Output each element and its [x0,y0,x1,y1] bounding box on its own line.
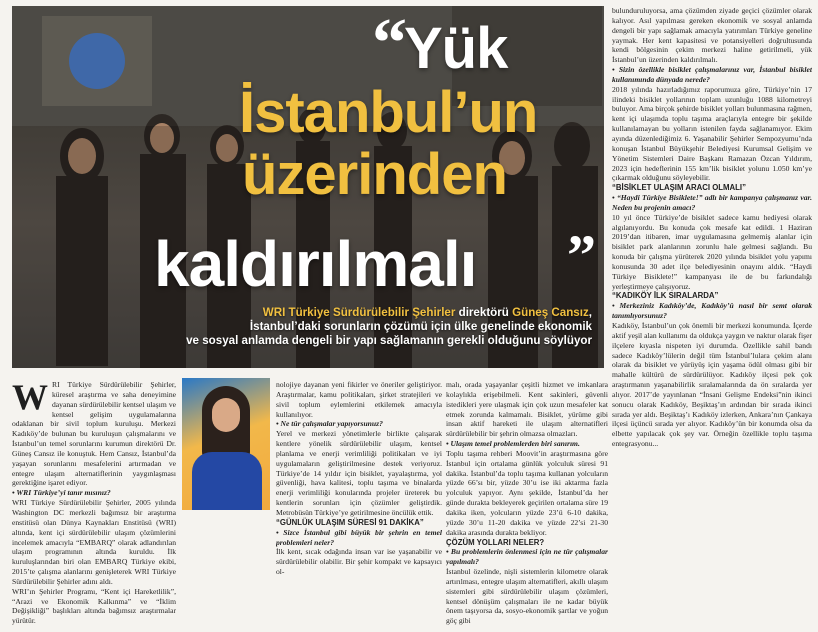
col4-paragraph-2: 2018 yılında hazırladığımız raporumuza göre, Türkiye’nin 17 ilindeki bisiklet yollarının toplam uzunluğu 1088 kilometreyi buluyor. Ama birçok şehirde bisiklet yolları bulunmasına rağmen, kent içi ulaşımda toplu taşıma araçlarıyla entegre bir şekilde kullanılamayan bu yolların istenilen fayda sağlanamıyor. Ekim ayında düzenlediğimiz 6. Yaşanabilir Şehirler Sempozyumu’nda konuşan İstanbul Büyükşehir Belediyesi Kurumsal Gelişim ve Yönetim Sistemleri Daire Başkanı Ramazan Özcan Yıldırım, 2023 için hedeflerinin 155 km’lik bisiklet yolunu 1.050 km’ye çıkarmak olduğunu söyleyebilir. [612,84,812,183]
headline-line-1: Yük [404,16,508,81]
hero-photo [12,6,604,368]
article-column-4 [612,6,812,630]
col4-paragraph-4: Kadıköy, İstanbul’un çok önemli bir merkezi konumunda. İçerde aktif yeşil alan kullanımı da oldukça yaygın ve naktur olarak fişer ilçelere kıyasla nispeten iyi durumda. Özellikle sahil bandı sadece Kadıköy’lülerin değil tüm İstanbul’lulara çekim alanı olarak da bisiklet ve yürüyüş için yaşama ödül olması gibi bir mahalle kültürü de sürdürülüyor. Kadıköy ilçesi pek çok araştırmanın yaşanabilirlik sıralamalarında da ön sıralarda yer alıyor. 2017’de yayınlanan “İnsani Gelişme Endeksi”nin ikinci sonucu olarak Kadıköy, Beşiktaş’ın ardından bir sırada ikinci sırada yer aldı. Beşiktaş’ı Kadıköy izlerken, Ankara’nın Çankaya ilçesi üçüncü sırada yer alıyor. Kadıköy’ün bir konumda olsa da elbette yapılacak çok şey var. Örneğin özellikle toplu taşıma entegrasyonu... [612,321,812,449]
close-quote-mark: ” [567,223,596,288]
question-1: • WRI Türkiye’yi tanır mısınız? [12,488,111,498]
drop-cap: W [12,380,48,417]
col4-paragraph-3: 10 yıl önce Türkiye’de bisiklet sadece kamu hediyesi olarak algılanıyordu. Bu konuda çok mesafe kat edildi. 1 Haziran 2019’dan itibaren, imar uygulamasına gelmemiş alanlar için bisiklet park alanlarının zorunlu hale gelmesi sağlandı. Bu konuda bir çalışma yürüterek 2020 yılında bisiklet yolu yapımı konusunda 30 adet ilçe belediyesinin onayını aldık. “Haydi Türkiye Bisiklete!” kampanyası ile de bu farkındalığı yerleştirmeye çalışıyoruz. [612,212,812,291]
subhead-line-3: ve sosyal anlamda dengeli bir yapı sağlamanın gerekli olduğunu söylüyor [186,334,592,347]
subhead-line-2: İstanbul’daki sorunların çözümü için ülke genelinde ekonomik [249,320,592,333]
col1-paragraph-2: WRI Türkiye Sürdürülebilir Şehirler, 2005 yılında Washington DC merkezli bağımsız bir araştırma enstitüsü olan Dünya Kaynakları Enstitüsü (WRI) altında, kent içi sürdürülebilir ulaşım çözümlerini incelemek amacıyla “EMBARQ” olarak adlandırılan ulaşım programının altında kuruldu. İlk kuruluşlarından biri olan EMBARQ Türkiye ekibi, 2015’te çalışma alanlarını genişleterek WRI Türkiye Sürdürülebilir Şehirler adını aldı. [12,498,176,586]
org-name: WRI Türkiye Sürdürülebilir Şehirler [262,306,456,319]
subhead-text: direktörü [455,306,513,319]
col4-paragraph-1: bulunduruluyorsa, ama çözümden ziyade geçici çözümler olarak kalıyor. Asıl yapılması gereken ekonomik ve sosyal anlamda dengeli bir yapı sağlamak amacıyla yatırımları Türkiye geneline yaymak. Her kent kapasitesi ve potansiyelleri doğrultusunda kendi bölgesinin çekim merkezi haline getirilmeli, yük İstanbul’un üzerinden kaldırılmalı. [612,6,812,65]
col3-paragraph-2: Toplu taşıma rehberi Moovit’in araştırmasına göre İstanbul için ortalama günlük yolculuk süresi 91 dakika. İstanbul’da toplu taşıma kullanan yolcuların yüzde 66’sı bir, yüzde 30’u ise iki aktarma fazla yolculuk yapıyor. Aynı şekilde, İstanbul’da her günde durakta bekleyerek geçirilen ortalama süre 19 dakika iken, yolcuların yüzde 23’ü 6-10 dakika, yüzde 30’u 11-20 dakika ve yüzde 22’si 21-30 dakika arasında durakta bekliyor. [446,448,608,537]
question-4: • Ulaşım temel problemlerden biri sanırım. [446,439,580,449]
question-5: • Bu problemlerin önlenmesi için ne tür çalışmalar yapılmalı? [446,547,608,567]
headline-line-3: üzerinden [242,142,507,207]
section-heading-commute: “GÜNLÜK ULAŞIM SÜRESİ 91 DAKİKA” [276,517,424,527]
subheadline [162,306,592,348]
subhead-comma: , [588,306,592,319]
question-7: • “Haydi Türkiye Bisiklete!” adlı bir kampanya çalışmanız var. Neden bu projenin amacı? [612,193,812,212]
article-column-3 [446,380,608,630]
col2-paragraph-3: İlk kent, sıcak odağında insan var ise yaşanabilir ve sürdürülebilir olabilir. Bir şehir kompakt ve kapsayıcı ol- [276,547,442,577]
question-8: • Merkeziniz Kadıköy’de, Kadıköy’ü nasıl bir semt olarak tanımlıyorsunuz? [612,301,812,321]
col2-paragraph-2: Yerel ve merkezi yönetimlerle birlikte çalışarak kentlere yönelik sürdürülebilir ulaşım, kentsel planlama ve enerji verimliliği politikaları ve iyi uygulamaların geliştirilmesine destek veriyoruz. Türkiye’de 14 yıldır için bisiklet, yayalaştırma, yol güvenliği, hava kalitesi, toplu taşıma ve binalarda enerji verimliliği konularında projeler üreterek bu kentlerin sorunları için çözümler geliştirdik. Metrobüsün Türkiye’ye getirilmesine öncülük ettik. [276,429,442,517]
article-column-1 [12,380,176,630]
col3-paragraph-1: malı, orada yaşayanlar çeşitli hizmet ve imkanlara kolaylıkla erişebilmeli. Kent sakinleri, güvenli istedikleri yere ulaşmak için çok uzun mesafeler kat etmek zorunda kalmamalı. Bisiklet, yürüme gibi insan aktif hareketi ile ulaşım alternatifleri sürdürülebilir bir şehrin olmazsa olmazları. [446,380,608,439]
portrait-photo [182,378,270,510]
section-heading-kadikoy: “KADIKÖY İLK SIRALARDA” [612,291,719,301]
section-heading-bicycle: “BİSİKLET ULAŞIM ARACI OLMALI” [612,183,746,193]
question-6: • Sizin özellikle bisiklet çalışmalarınız var, İstanbul bisiklet kullanımında dünyada nerede? [612,65,812,84]
col2-paragraph-1: nolojiye dayanan yeni fikirler ve öneriler geliştiriyor. Araştırmalar, kamu politikaları, şirket stratejileri ve sivil toplum eylemlerini etkilemek amacıyla kullanılıyor. [276,380,442,419]
question-3: • Sizce İstanbul gibi büyük bir şehrin en temel problemleri neler? [276,527,442,547]
col1-paragraph-3: WRI’ın Şehirler Programı, “Kent içi Hareketlilik”, “Arazi ve Ekonomik Kalkınma” ve “İklim Değişikliği” başlıkları altında bağımsız araştırmalar yürütür. [12,586,176,626]
open-quote-mark: “ [372,6,407,82]
col3-paragraph-3: İstanbul özelinde, nişli sistemlerin kilometre olarak artırılması, entegre ulaşım alternatifleri, akıllı ulaşım sistemleri gibi sürdürülebilir ulaşım çözümleri, kentsel dönüşüm çalışmaları ile ne kadar büyük önem taşıyorsa da, sosyo-ekonomik şartlar ve yoğun göç gibi [446,567,608,626]
headline-line-4: kaldırılmalı [154,228,477,300]
question-2: • Ne tür çalışmalar yapıyorsunuz? [276,419,383,429]
person-name: Güneş Cansız [512,306,589,319]
article-column-2 [276,380,442,630]
headline-line-2: İstanbul’un [239,80,538,145]
section-heading-solutions: ÇÖZÜM YOLLARI NELER? [446,537,545,547]
col1-paragraph-1: RI Türkiye Sürdürülebilir Şehirler, küresel araştırma ve saha deneyimine dayanan sürdürülebilir kentsel ulaşım ve kentsel gelişim uygulamalarına odaklanan bir sivil toplum kuruluşu. Merkezi Kadıköy’de bulunan bu kuruluşun çalışmalarını ve İstanbul’un temel sorunlarını kurumun direktörü Dr. Güneş Cansız ile konuştuk. Hem Cansız, İstanbul’da yaşayan sorunlarını mesafelerini artırmadan ve entegre ulaşım alternatiflerinin yaygınlaşması gerektiğine işaret ediyor. [12,380,176,488]
